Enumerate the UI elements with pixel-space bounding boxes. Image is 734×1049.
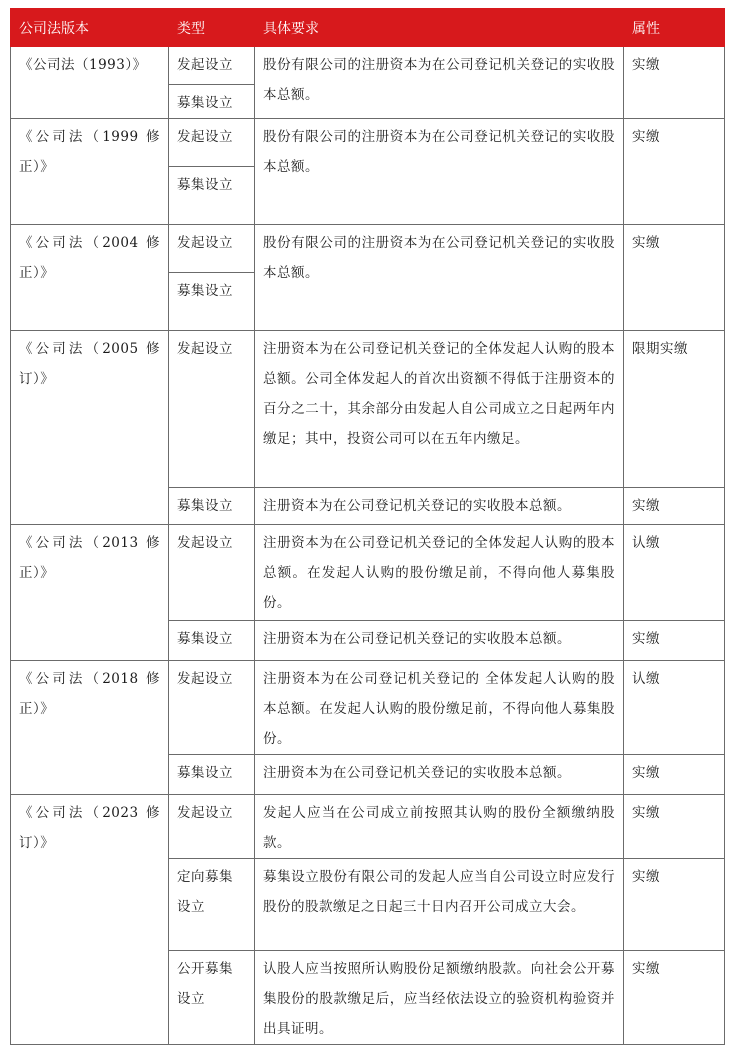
requirement-cell: 注册资本为在公司登记机关登记的实收股本总额。 (255, 755, 624, 795)
header-version: 公司法版本 (11, 9, 169, 47)
requirement-cell: 发起人应当在公司成立前按照其认购的股份全额缴纳股款。 (255, 795, 624, 859)
attribute-cell: 实缴 (624, 225, 725, 331)
requirement-cell: 注册资本为在公司登记机关登记的实收股本总额。 (255, 621, 624, 661)
attribute-cell: 实缴 (624, 859, 725, 951)
requirement-cell: 注册资本为在公司登记机关登记的实收股本总额。 (255, 488, 624, 525)
attribute-cell: 实缴 (624, 47, 725, 119)
type-cell: 募集设立 (169, 85, 255, 119)
type-cell: 发起设立 (169, 47, 255, 85)
attribute-cell: 实缴 (624, 755, 725, 795)
table-row (11, 47, 725, 85)
requirement-cell: 股份有限公司的注册资本为在公司登记机关登记的实收股本总额。 (255, 119, 624, 225)
requirement-cell: 募集设立股份有限公司的发起人应当自公司设立时应发行股份的股款缴足之日起三十日内召开公司成立大会。 (255, 859, 624, 951)
company-law-table (10, 8, 725, 1045)
version-cell: 《公司法（2013 修正）》 (11, 525, 169, 661)
requirement-cell: 股份有限公司的注册资本为在公司登记机关登记的实收股本总额。 (255, 47, 624, 119)
attribute-cell: 实缴 (624, 621, 725, 661)
type-cell: 募集设立 (169, 273, 255, 331)
requirement-cell: 股份有限公司的注册资本为在公司登记机关登记的实收股本总额。 (255, 225, 624, 331)
table-row (11, 331, 725, 488)
type-cell: 发起设立 (169, 525, 255, 621)
type-cell: 募集设立 (169, 621, 255, 661)
type-cell: 公开募集设立 (169, 951, 255, 1045)
table-body (11, 47, 725, 1045)
type-cell: 发起设立 (169, 661, 255, 755)
type-cell: 发起设立 (169, 225, 255, 273)
attribute-cell: 实缴 (624, 795, 725, 859)
attribute-cell: 认缴 (624, 525, 725, 621)
version-cell: 《公司法（2004 修正）》 (11, 225, 169, 331)
header-row (11, 9, 725, 47)
requirement-cell: 注册资本为在公司登记机关登记的 全体发起人认购的股本总额。在发起人认购的股份缴足前，不得向他人募集股份。 (255, 661, 624, 755)
header-attribute: 属性 (624, 9, 725, 47)
table-row (11, 119, 725, 167)
attribute-cell: 限期实缴 (624, 331, 725, 488)
header-type: 类型 (169, 9, 255, 47)
requirement-cell: 注册资本为在公司登记机关登记的全体发起人认购的股本总额。公司全体发起人的首次出资额不得低于注册资本的百分之二十，其余部分由发起人自公司成立之日起两年内缴足；其中，投资公司可以在五年内缴足。 (255, 331, 624, 488)
type-cell: 定向募集设立 (169, 859, 255, 951)
type-cell: 募集设立 (169, 167, 255, 225)
version-cell: 《公司法（2005 修订）》 (11, 331, 169, 525)
version-cell: 《公司法（2018 修正）》 (11, 661, 169, 795)
requirement-cell: 注册资本为在公司登记机关登记的全体发起人认购的股本总额。在发起人认购的股份缴足前，不得向他人募集股份。 (255, 525, 624, 621)
version-cell: 《公司法（1999 修正）》 (11, 119, 169, 225)
attribute-cell: 实缴 (624, 488, 725, 525)
table-row (11, 225, 725, 273)
type-cell: 募集设立 (169, 755, 255, 795)
type-cell: 发起设立 (169, 795, 255, 859)
table-row (11, 525, 725, 621)
version-cell: 《公司法（1993）》 (11, 47, 169, 119)
attribute-cell: 实缴 (624, 951, 725, 1045)
attribute-cell: 实缴 (624, 119, 725, 225)
requirement-cell: 认股人应当按照所认购股份足额缴纳股款。向社会公开募集股份的股款缴足后，应当经依法设立的验资机构验资并出具证明。 (255, 951, 624, 1045)
table-row (11, 661, 725, 755)
type-cell: 发起设立 (169, 331, 255, 488)
table-row (11, 795, 725, 859)
table-header (11, 9, 725, 47)
type-cell: 募集设立 (169, 488, 255, 525)
attribute-cell: 认缴 (624, 661, 725, 755)
header-requirement: 具体要求 (255, 9, 624, 47)
version-cell: 《公司法（2023 修订）》 (11, 795, 169, 1045)
type-cell: 发起设立 (169, 119, 255, 167)
